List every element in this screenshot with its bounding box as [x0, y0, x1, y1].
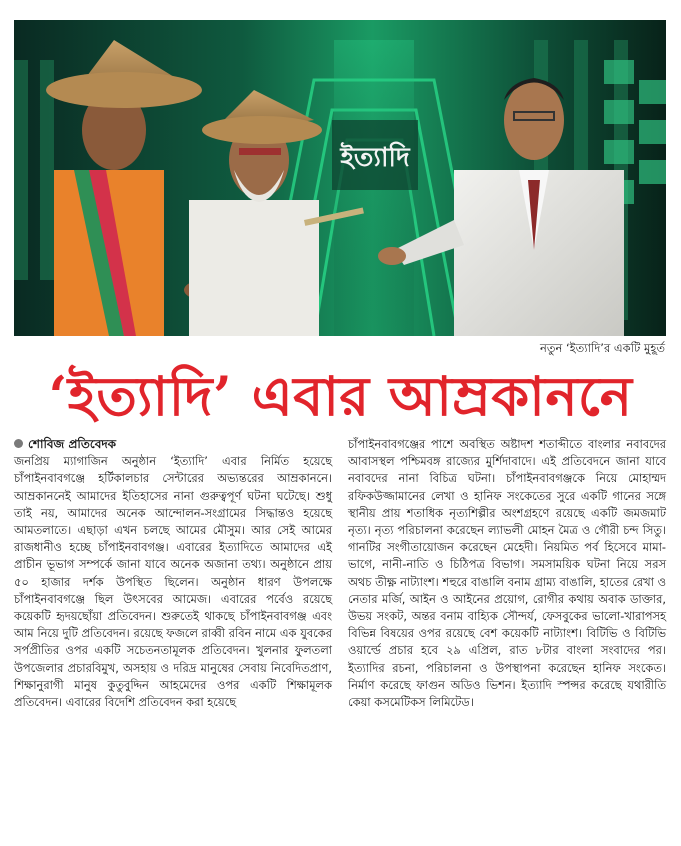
headline: ‘ইত্যাদি’ এবার আম্রকাননে: [48, 364, 633, 428]
bullet-icon: [14, 439, 23, 448]
article-photo: [14, 20, 666, 336]
article-body-right: চাঁপাইনবাবগঞ্জের পাশে অবস্থিত অষ্টাদশ শতাব্দীতে বাংলার নবাবদের আবাসস্থল পশ্চিমবঙ্গ রাজ্যের মুর্শিদাবাদে। এই প্রতিবেদনে জানা যাবে নবাবদের নানা বিচিত্র ঘটনা। চাঁপাইনবাবগঞ্জকে নিয়ে মোহাম্মদ রফিকউজ্জামানের লেখা ও হানিফ সংকেতের সুরে একটি গানের সঙ্গে স্থানীয় প্রায় শতাধিক নৃত্যশিল্পীর অংশগ্রহণে রয়েছে একটি জমজমাট নৃত্য। নৃত্য পরিচালনা করেছেন ল্যাভলী মোহন মৈত্র ও গৌরী চন্দ সিতু। গানটির সংগীতায়োজন করেছেন মেহেদী। নিয়মিত পর্ব হিসেবে মামা-ভাগে, নানী-নাতি ও চিঠিপত্র বিভাগ। সমসাময়িক ঘটনা নিয়ে সরস অথচ তীক্ষ্ণ নাট্যাংশ। শহুরে বাঙালি বনাম গ্রাম্য বাঙালি, হাতের রেখা ও নেতার মর্জি, আইন ও আইনের প্রয়োগ, রোগীর কথায় অবাক ডাক্তার, উভয় সংকট, অন্তর বনাম বাহ্যিক সৌন্দর্য, ফেসবুকের ভালো-খারাপসহ বিভিন্ন বিষয়ের ওপর রয়েছে বেশ কয়েকটি নাট্যাংশ। বিটিভি ও বিটিভি ওয়ার্ল্ডে প্রচার হবে ২৯ এপ্রিল, রাত ৮টার বাংলা সংবাদের পর। ইত্যাদির রচনা, পরিচালনা ও উপস্থাপনা করেছেন হানিফ সংকেত। নির্মাণ করেছে ফাগুন অডিও ভিশন। ইত্যাদি স্পন্সর করেছে যথারীতি কেয়া কসমেটিকস লিমিটেড।: [348, 437, 666, 710]
article-column-right: [348, 436, 666, 711]
byline: শোবিজ প্রতিবেদক: [28, 437, 117, 451]
photo-caption: নতুন ‘ইত্যাদি’র একটি মুহূর্ত: [540, 341, 665, 355]
stage-logo: ইত্যাদি: [340, 143, 410, 173]
article-column-left: [14, 436, 332, 711]
article-body-left: জনপ্রিয় ম্যাগাজিন অনুষ্ঠান ‘ইত্যাদি’ এবার নির্মিত হয়েছে চাঁপাইনবাবগঞ্জে হর্টিকালচার সেন্টারের অভ্যন্তরের আম্রকাননে। আম্রকাননেই আমাদের ইতিহাসের নানা গুরুত্বপূর্ণ ঘটনা ঘটেছে। শুধু তাই নয়, আমাদের অনেক আন্দোলন-সংগ্রামের সিদ্ধান্তও হয়েছে আমতলাতে। এছাড়া এখন চলছে আমের মৌসুম। আর সেই আমের রাজধানীও হচ্ছে চাঁপাইনবাবগঞ্জ। এবারের ইত্যাদিতে আমাদের এই প্রাচীন ভূভাগ সম্পর্কে জানা যাবে অনেক অজানা তথ্য। অনুষ্ঠানে প্রায় ৫০ হাজার দর্শক উপস্থিত ছিলেন। অনুষ্ঠান ধারণ উপলক্ষে চাঁপাইনবাবগঞ্জে ছিল উৎসবের আমেজ। এবারের পর্বেও রয়েছে কয়েকটি হৃদয়ছোঁয়া প্রতিবেদন। শুরুতেই থাকছে চাঁপাইনবাবগঞ্জ এবং আম নিয়ে দুটি প্রতিবেদন। রয়েছে ফজলে রাব্বী রবিন নামে এক যুবকের সর্পপ্রীতির ওপর একটি সচেতনতামূলক প্রতিবেদন। খুলনার ফুলতলা উপজেলার প্রচারবিমুখ, অসহায় ও দরিদ্র মানুষের সেবায় নিবেদিতপ্রাণ, শিক্ষানুরাগী মানুষ কুতুবুদ্দিন আহমেদের ওপর একটি শিক্ষামূলক প্রতিবেদন। এবারের বিদেশি প্রতিবেদন করা হয়েছে: [14, 454, 332, 710]
